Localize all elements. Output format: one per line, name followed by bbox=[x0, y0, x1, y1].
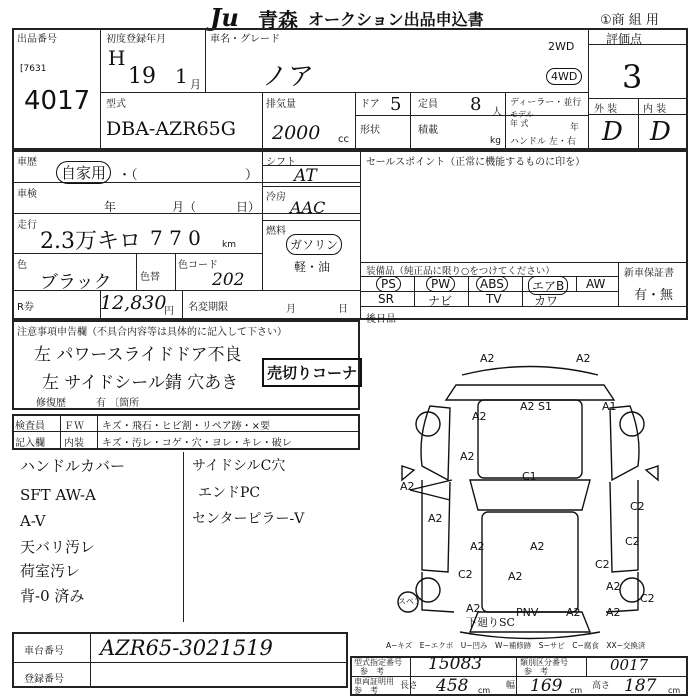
left-mirror bbox=[402, 466, 414, 480]
spare-label: スペア bbox=[398, 597, 422, 606]
exterior-label: 外 装 bbox=[594, 104, 618, 115]
damage-mark: A1 bbox=[602, 400, 617, 413]
history-label: 車歴 bbox=[17, 157, 37, 168]
designation-value: 15083 bbox=[428, 654, 483, 674]
damage-mark: A2 bbox=[472, 410, 487, 423]
color-label: 色 bbox=[17, 260, 27, 271]
category-label: 類別区分番号 bbox=[520, 658, 568, 667]
reg-day: 日 bbox=[338, 304, 348, 315]
exterior-items: キズ・飛石・ヒビ割・リペア跡・×要 bbox=[102, 421, 270, 432]
equip-abs: ABS bbox=[476, 276, 508, 292]
damage-mark: C2 bbox=[640, 592, 655, 605]
lot-label: 出品番号 bbox=[17, 34, 57, 45]
right-front-wheel bbox=[620, 412, 644, 436]
drive-2wd: 2WD bbox=[548, 40, 575, 53]
equip-aw: AW bbox=[586, 277, 606, 291]
capacity-unit: 人 bbox=[492, 107, 502, 118]
reg-no-label: 登録番号 bbox=[24, 674, 64, 685]
shift-label: シフト bbox=[266, 157, 296, 168]
left-fender bbox=[421, 406, 450, 480]
hood-front bbox=[446, 385, 614, 400]
inspector-label: 検査員 bbox=[15, 421, 45, 432]
equip-pw: PW bbox=[426, 276, 455, 292]
damage-mark: C2 bbox=[458, 568, 473, 581]
sales-point-label: セールスポイント（正常に機能するものに印を） bbox=[366, 157, 586, 168]
fuel-label: 燃料 bbox=[266, 226, 286, 237]
front-bumper bbox=[462, 367, 598, 376]
reg-month: 月 bbox=[286, 304, 296, 315]
category-sub: 参 考 bbox=[524, 667, 548, 676]
color-value: ブラック bbox=[40, 272, 112, 293]
designation-label: 型式指定番号 bbox=[354, 658, 402, 667]
memo-3: A-V bbox=[20, 512, 46, 530]
rear-bumper bbox=[460, 632, 600, 639]
equip-leather: カワ bbox=[534, 294, 559, 308]
shift-value: AT bbox=[294, 166, 317, 186]
capacity-value: 8 bbox=[470, 94, 482, 115]
repair-label: 修復歴 bbox=[36, 398, 66, 409]
repair-value: 有 〔箇所 bbox=[96, 398, 140, 409]
chassis-label: 車台番号 bbox=[24, 646, 64, 657]
reg-deadline-label: 名変期限 bbox=[188, 302, 228, 313]
fuel-value: ガソリン bbox=[286, 234, 342, 255]
model-label: 型式 bbox=[106, 99, 126, 110]
km-unit: km bbox=[222, 240, 236, 250]
right-fender bbox=[610, 406, 639, 480]
damage-mark: A2 bbox=[400, 480, 415, 493]
fuel-diesel: 軽・油 bbox=[294, 260, 331, 274]
exterior-grade: D bbox=[602, 117, 623, 147]
equip-ps: PS bbox=[376, 276, 401, 292]
kg-unit: kg bbox=[490, 136, 501, 146]
aircon-label: 冷房 bbox=[266, 192, 286, 203]
aircon-value: AAC bbox=[290, 198, 326, 217]
notes-label: 注意事項申告欄（不具合内容等は具体的に記入して下さい） bbox=[17, 327, 287, 338]
inspection-label: 車検 bbox=[17, 189, 37, 200]
year-unit: 年 bbox=[570, 123, 580, 133]
recycle-value: 12,830 bbox=[100, 292, 167, 314]
history-close: ） bbox=[245, 168, 259, 183]
first-reg-era: H bbox=[108, 46, 126, 70]
warranty-value: 有・無 bbox=[634, 288, 674, 303]
recycle-label: R券 bbox=[17, 302, 34, 313]
damage-mark: A2 bbox=[480, 352, 495, 365]
memo-2: SFT AW-A bbox=[20, 486, 96, 504]
height-label: 高さ bbox=[592, 681, 611, 691]
cc-unit: cc bbox=[338, 134, 349, 145]
memo-8: エンドPC bbox=[198, 485, 261, 501]
length-unit: cm bbox=[478, 686, 491, 695]
equip-airbag: エアB bbox=[528, 276, 568, 295]
damage-mark: A2 bbox=[576, 352, 591, 365]
color-change-label: 色替 bbox=[140, 272, 160, 283]
damage-mark: A2 bbox=[530, 540, 545, 553]
door-value: 5 bbox=[390, 94, 402, 115]
equipment-label: 装備品（純正品に限り○をつけてください） bbox=[366, 266, 555, 277]
mileage-label: 走行 bbox=[17, 220, 37, 231]
lot-number: 4017 bbox=[24, 86, 91, 116]
under-note: 下廻りSC bbox=[466, 616, 515, 629]
roof bbox=[482, 512, 578, 612]
right-doors bbox=[610, 480, 638, 572]
grade-value: 3 bbox=[622, 58, 643, 96]
handle-label: ハンドル 左・右 bbox=[510, 137, 576, 147]
sell-stamp: 売切りコーナ bbox=[262, 358, 362, 387]
drive-4wd: 4WD bbox=[546, 68, 582, 85]
mileage-digits: 7 7 0 bbox=[150, 226, 201, 250]
damage-mark: C1 bbox=[522, 470, 537, 483]
damage-mark: PNV bbox=[516, 606, 539, 619]
damage-pointer bbox=[410, 480, 452, 500]
interior-label: 内 装 bbox=[643, 104, 667, 115]
first-reg-month: 1 bbox=[175, 64, 188, 88]
chassis-value: AZR65-3021519 bbox=[100, 636, 273, 660]
damage-mark: C2 bbox=[625, 535, 640, 548]
warranty-label: 新車保証書 bbox=[624, 268, 674, 279]
inspection-month: 月（ bbox=[172, 200, 197, 214]
first-reg-year: 19 bbox=[128, 64, 156, 89]
damage-mark: A2 bbox=[566, 606, 581, 619]
door-label: ドア bbox=[360, 99, 380, 110]
equip-tv: TV bbox=[486, 292, 502, 306]
inspection-year: 年 bbox=[104, 200, 117, 214]
width-label: 幅 bbox=[506, 681, 516, 691]
model-value: DBA-AZR65G bbox=[106, 118, 236, 140]
damage-mark: A2 bbox=[508, 570, 523, 583]
damage-mark: A2 bbox=[606, 580, 621, 593]
memo-7: サイドシルC穴 bbox=[192, 458, 286, 474]
height-unit: cm bbox=[668, 686, 681, 695]
category-value: 0017 bbox=[610, 656, 649, 674]
lot-small-number: [7631 bbox=[20, 64, 47, 74]
form-title: オークション出品申込書 bbox=[308, 10, 484, 29]
mileage-value: 2.3万キロ bbox=[40, 229, 141, 254]
capacity-label: 定員 bbox=[418, 99, 438, 110]
history-rest: ・（ bbox=[118, 168, 138, 183]
memo-5: 荷室汚レ bbox=[20, 562, 81, 580]
length-value: 458 bbox=[436, 676, 469, 696]
windshield bbox=[470, 480, 590, 510]
damage-mark: C2 bbox=[595, 558, 610, 571]
displacement-label: 排気量 bbox=[266, 99, 296, 110]
damage-mark: A2 bbox=[606, 606, 621, 619]
interior-grade: D bbox=[650, 117, 671, 147]
cert-label: 車両証明用 参 考 bbox=[354, 677, 394, 695]
equip-sr: SR bbox=[378, 292, 394, 306]
damage-mark: C2 bbox=[630, 500, 645, 513]
load-label: 積載 bbox=[418, 125, 438, 136]
damage-mark: A2 bbox=[460, 450, 475, 463]
auction-logo: Ju bbox=[210, 3, 239, 32]
damage-mark: A2 bbox=[428, 512, 443, 525]
damage-legend: A−キズ E−エクボ U−凹み W−補修跡 S−サビ C−腐食 XX−交換済 bbox=[386, 641, 646, 650]
damage-mark: A2 S1 bbox=[520, 400, 553, 413]
interior-items: キズ・汚レ・コゲ・穴・ヨレ・キレ・破レ bbox=[102, 438, 292, 449]
width-value: 169 bbox=[530, 676, 563, 696]
copy-label: ①商 組 用 bbox=[600, 13, 659, 28]
car-name-value: ノア bbox=[262, 62, 315, 92]
car-damage-diagram bbox=[370, 340, 688, 640]
damage-mark: A2 bbox=[466, 602, 481, 615]
grade-label: 評価点 bbox=[606, 32, 643, 46]
model-year-label: モデル 年 式 bbox=[510, 110, 534, 128]
length-label: 長さ bbox=[400, 681, 419, 691]
car-name-label: 車名・グレード bbox=[210, 34, 280, 45]
damage-mark: A2 bbox=[470, 540, 485, 553]
color-code-value: 202 bbox=[212, 270, 245, 290]
memo-1: ハンドルカバー bbox=[20, 457, 126, 475]
inspection-day: 日） bbox=[236, 200, 261, 214]
history-value: 自家用 bbox=[56, 161, 111, 184]
displacement-value: 2000 bbox=[272, 122, 321, 144]
left-front-wheel bbox=[416, 412, 440, 436]
seat-label: 後日品 bbox=[366, 314, 396, 325]
first-reg-label: 初度登録年月 bbox=[106, 34, 166, 45]
notes-line2: 左 サイドシール錆 穴あき bbox=[42, 373, 239, 393]
yen-unit: 円 bbox=[164, 306, 174, 317]
month-unit: 月 bbox=[190, 78, 201, 91]
width-unit: cm bbox=[570, 686, 583, 695]
designation-sub: 参 考 bbox=[360, 667, 384, 676]
memo-6: 背-0 済み bbox=[20, 587, 85, 605]
right-mirror bbox=[646, 466, 658, 480]
entry-label: 記入欄 bbox=[15, 438, 45, 449]
notes-line1: 左 パワースライドドア不良 bbox=[34, 345, 242, 365]
memo-4: 天バリ汚レ bbox=[20, 538, 96, 556]
shape-label: 形状 bbox=[360, 125, 380, 136]
equip-navi: ナビ bbox=[428, 294, 453, 308]
interior-label-2: 内装 bbox=[64, 438, 84, 449]
color-code-label: 色コード bbox=[178, 260, 218, 271]
height-value: 187 bbox=[624, 676, 657, 696]
fw-label: ＦＷ bbox=[64, 421, 84, 432]
dealer-label: ディーラー・並行 bbox=[510, 98, 582, 108]
memo-9: センターピラー-V bbox=[192, 511, 305, 527]
org-name: 青森 bbox=[258, 8, 298, 32]
